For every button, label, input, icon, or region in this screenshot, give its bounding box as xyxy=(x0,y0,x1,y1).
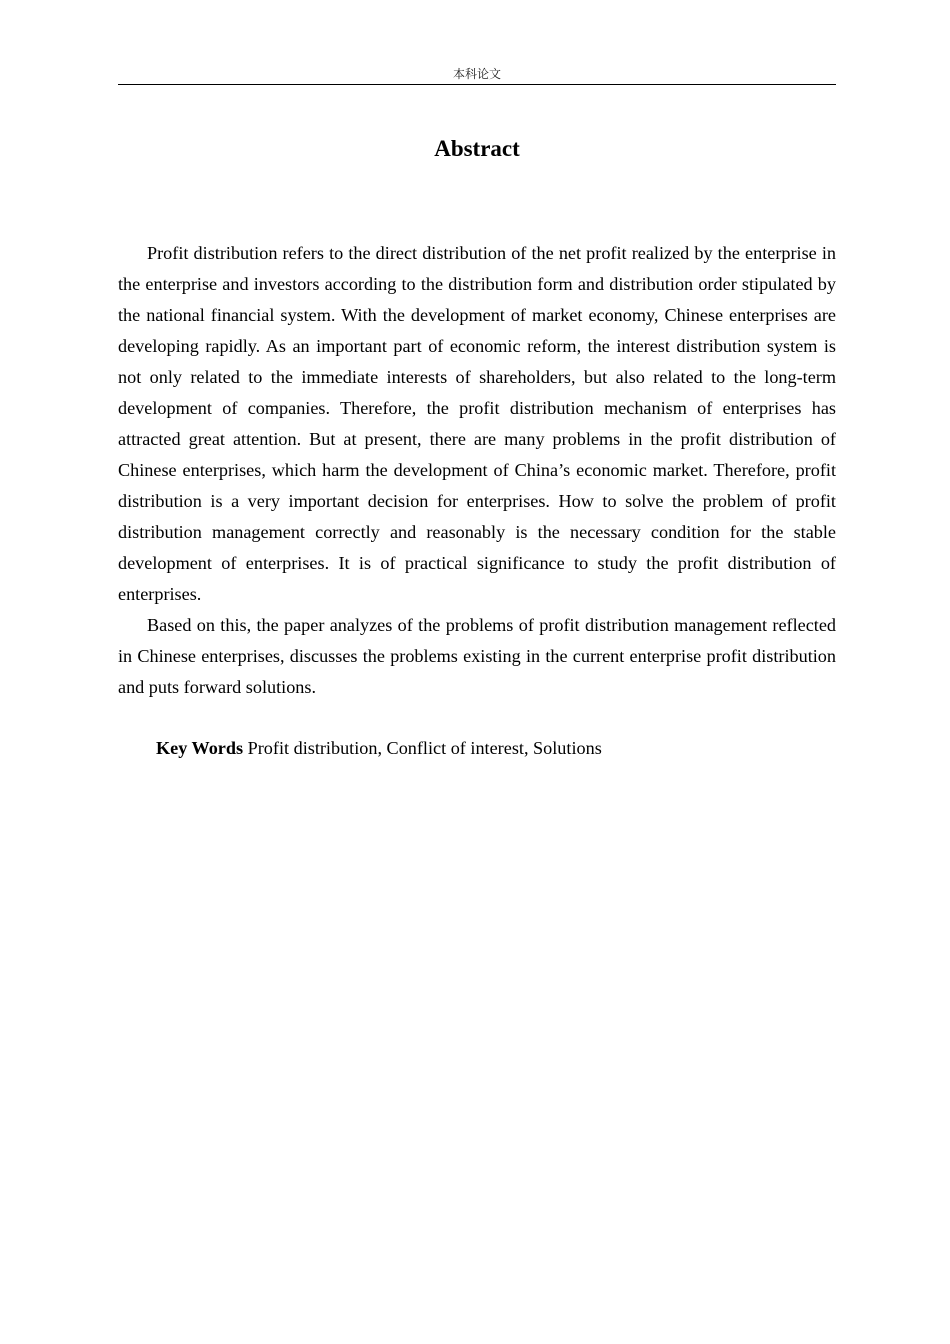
keywords-label: Key Words xyxy=(156,738,244,758)
keywords-line xyxy=(156,733,836,764)
running-header: 本科论文 xyxy=(118,64,836,85)
abstract-title: Abstract xyxy=(434,136,520,161)
abstract-body xyxy=(118,238,836,703)
keywords-text: Profit distribution, Conflict of interest, Solutions xyxy=(247,738,602,758)
abstract-paragraph: Based on this, the paper analyzes of the problems of profit distribution management reflected in Chinese enterprises, discusses the problems existing in the current enterprise profit distribution and puts forward solutions. xyxy=(118,615,836,697)
abstract-paragraph: Profit distribution refers to the direct distribution of the net profit realized by the enterprise in the enterprise and investors according to the distribution form and distribution order stipulated by the national financial system. With the development of market economy, Chinese enterprises are developing rapidly. As an important part of economic reform, the interest distribution system is not only related to the immediate interests of shareholders, but also related to the long-term development of companies. Therefore, the profit distribution mechanism of enterprises has attracted great attention. But at present, there are many problems in the profit distribution of Chinese enterprises, which harm the development of China’s economic market. Therefore, profit distribution is a very important decision for enterprises. How to solve the problem of profit distribution management correctly and reasonably is the necessary condition for the stable development of enterprises. It is of practical significance to study the profit distribution of enterprises. xyxy=(118,243,836,604)
